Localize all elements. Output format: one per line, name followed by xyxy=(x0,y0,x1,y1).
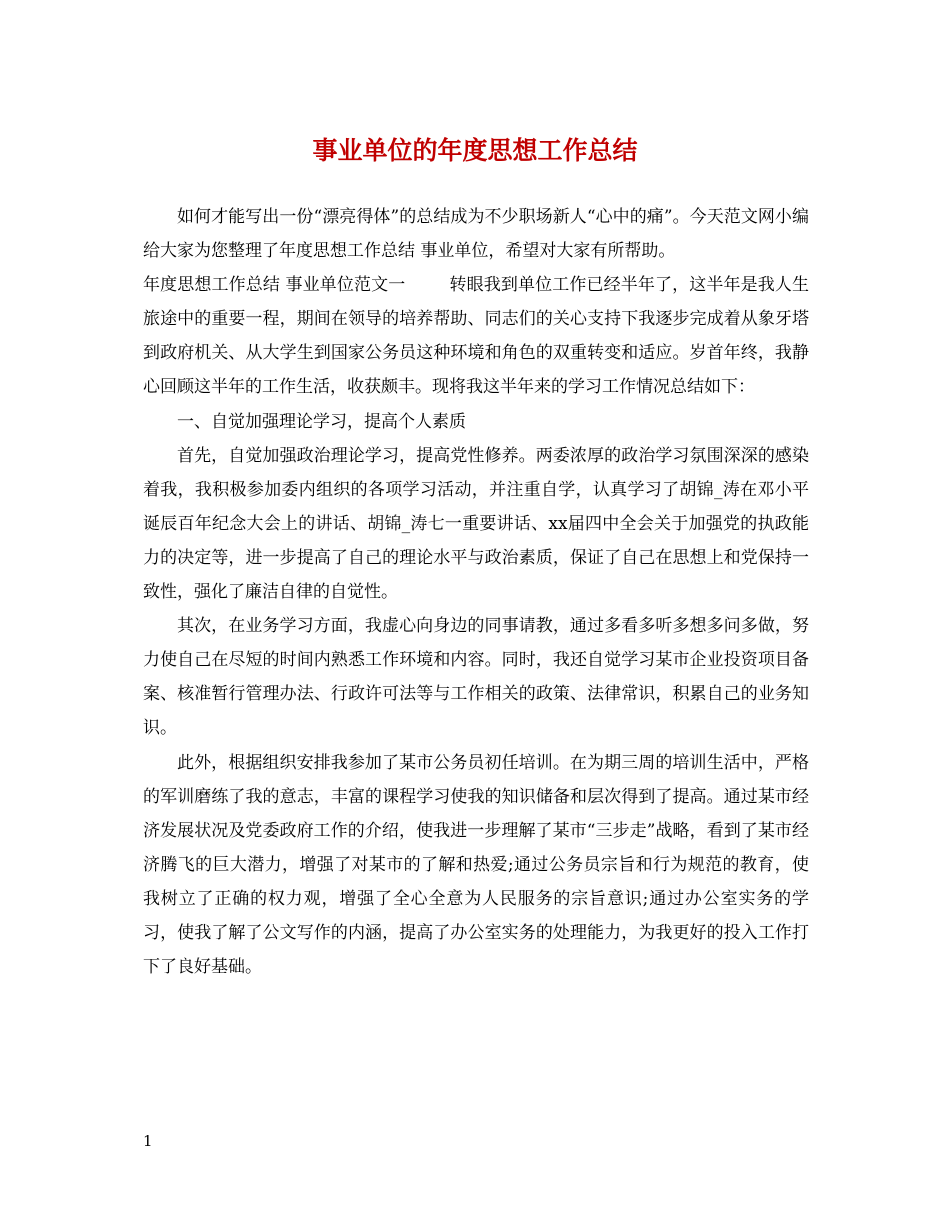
sample-heading: 年度思想工作总结 事业单位范文一 xyxy=(143,275,406,296)
sample-opening: 转眼我到单位工作已经半年了，这半年是我人生旅途中的重要一程，期间在领导的培养帮助、同志们的关心支持下我逐步完成着从象牙塔到政府机关、从大学生到国家公务员这种环境和角色的双重转变和适应。岁首年终，我静心回顾这半年的工作生活，收获颇丰。现将我这半年来的学习工作情况总结如下： xyxy=(143,275,809,398)
document-title: 事业单位的年度思想工作总结 xyxy=(312,136,638,165)
body-paragraph-1: 首先，自觉加强政治理论学习，提高党性修养。两委浓厚的政治学习氛围深深的感染着我，我积极参加委内组织的各项学习活动，并注重自学，认真学习了胡锦_涛在邓小平诞辰百年纪念大会上的讲话、胡锦_涛七一重要讲话、xx届四中全会关于加强党的执政能力的决定等，进一步提高了自己的理论水平与政治素质，保证了自己在思想上和党保持一致性，强化了廉洁自律的自觉性。 xyxy=(143,445,809,603)
page-number: 1 xyxy=(143,1132,153,1150)
body-paragraph-2: 其次，在业务学习方面，我虚心向身边的同事请教，通过多看多听多想多问多做，努力使自己在尽短的时间内熟悉工作环境和内容。同时，我还自觉学习某市企业投资项目备案、核准暂行管理办法、行政许可法等与工作相关的政策、法律常识，积累自己的业务知识。 xyxy=(143,616,809,739)
document-body xyxy=(143,200,809,984)
intro-paragraph: 如何才能写出一份“漂亮得体”的总结成为不少职场新人“心中的痛”。今天范文网小编给大家为您整理了年度思想工作总结 事业单位，希望对大家有所帮助。 xyxy=(143,207,809,262)
sample-paragraph xyxy=(143,268,809,404)
body-paragraph-3: 此外，根据组织安排我参加了某市公务员初任培训。在为期三周的培训生活中，严格的军训磨练了我的意志，丰富的课程学习使我的知识储备和层次得到了提高。通过某市经济发展状况及党委政府工作的介绍，使我进一步理解了某市“三步走”战略，看到了某市经济腾飞的巨大潜力，增强了对某市的了解和热爱;通过公务员宗旨和行为规范的教育，使我树立了正确的权力观，增强了全心全意为人民服务的宗旨意识;通过办公室实务的学习，使我了解了公文写作的内涵，提高了办公室实务的处理能力，为我更好的投入工作打下了良好基础。 xyxy=(143,752,809,978)
section-heading: 一、自觉加强理论学习，提高个人素质 xyxy=(177,411,466,432)
